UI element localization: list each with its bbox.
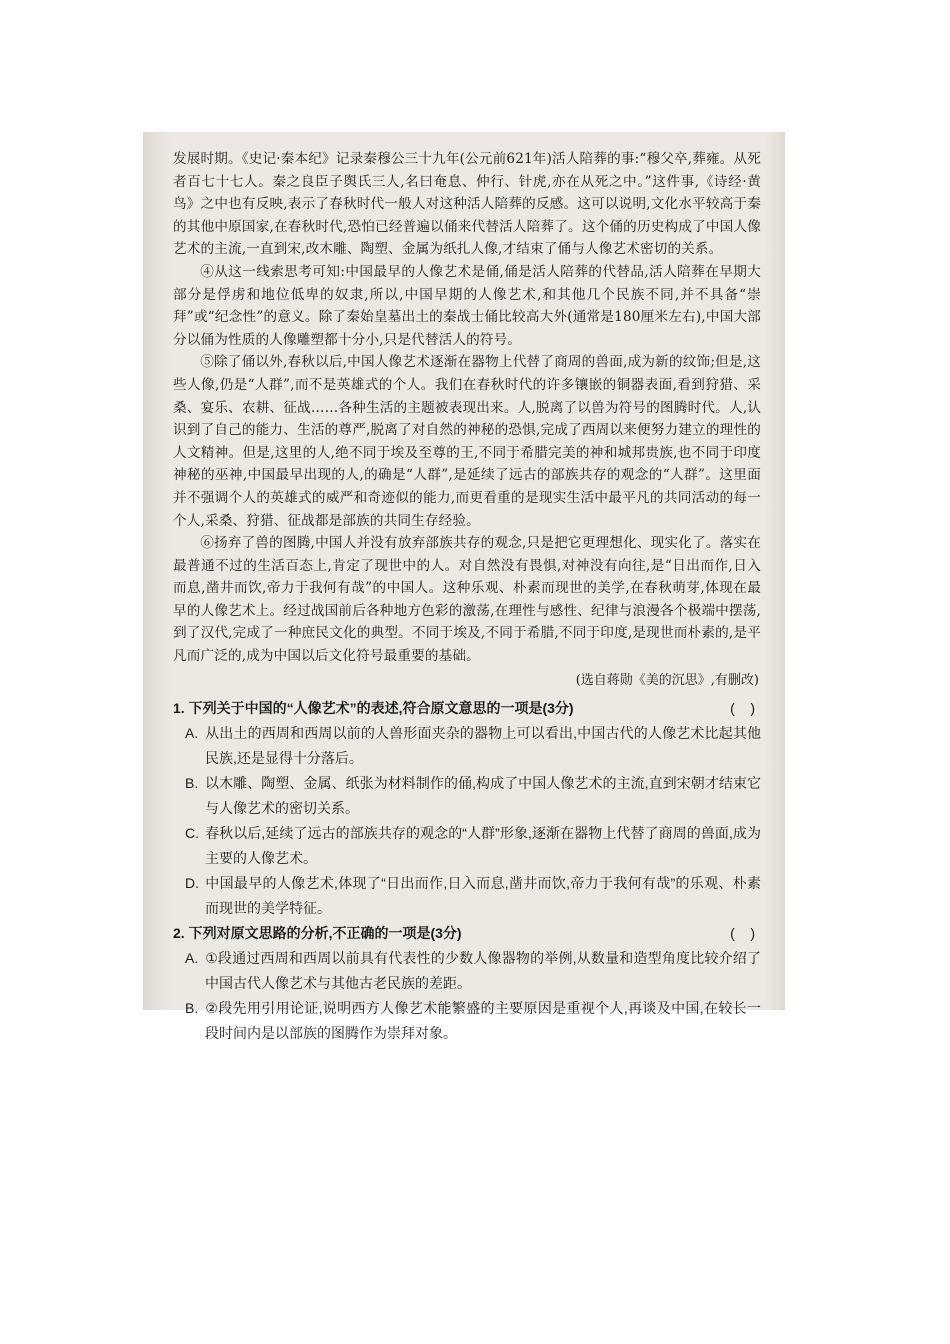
scanned-exam-page [143,132,785,1041]
passage-paragraph-4: ④从这一线索思考可知:中国最早的人像艺术是俑,俑是活人陪葬的代替品,活人陪葬在早期大部分是俘虏和地位低卑的奴隶,所以,中国早期的人像艺术,和其他几个民族不同,并不具备“崇拜”或“纪念性”的意义。除了秦始皇墓出土的秦战士俑比较高大外(通常是180厘米左右),中国大部分以俑为性质的人像雕塑都十分小,只是代替活人的符号。 [173,263,761,348]
passage-source: (选自蒋勋《美的沉思》,有删改) [575,672,759,688]
option-letter: B. [185,999,199,1016]
question-1 [173,696,761,921]
option-text: 春秋以后,延续了远古的部族共存的观念的“人群”形象,逐渐在器物上代替了商周的兽面,成为主要的人像艺术。 [205,824,761,866]
option-letter: A. [185,724,199,741]
passage-paragraph-continuation: 发展时期。《史记·秦本纪》记录秦穆公三十九年(公元前621年)活人陪葬的事:“穆父卒,葬雍。从死者百七十七人。秦之良臣子舆氏三人,名曰奄息、仲行、针虎,亦在从死之中。”这件事,《诗经·黄鸟》之中也有反映,表示了春秋时代一般人对这种活人陪葬的反感。这可以说明,文化水平较高于秦的其他中原国家,在春秋时代,恐怕已经普遍以俑来代替活人陪葬了。这个俑的历史构成了中国人像艺术的主流,一直到宋,改木雕、陶塑、金属为纸扎人像,才结束了俑与人像艺术密切的关系。 [173,151,761,258]
scan-shadow-right [765,132,785,1010]
option-text: ①段通过西周和西周以前具有代表性的少数人像器物的举例,从数量和造型角度比较介绍了中国古代人像艺术与其他古老民族的差距。 [205,949,761,991]
question-1-answer-bracket: ( ) [730,699,755,716]
question-1-option-c [173,821,761,871]
option-text: 从出土的西周和西周以前的人兽形面夹杂的器物上可以看出,中国古代的人像艺术比起其他民族,还是显得十分落后。 [205,724,761,766]
page-content [173,148,761,1046]
question-1-text: 1. 下列关于中国的“人像艺术”的表述,符合原文意思的一项是(3分) [173,699,574,716]
scan-shadow-left [143,132,171,1010]
question-1-option-a [173,721,761,771]
passage-paragraph-6: ⑥扬弃了兽的图腾,中国人并没有放弃部族共存的观念,只是把它更理想化、现实化了。落实在最普通不过的生活百态上,肯定了现世中的人。对自然没有畏惧,对神没有向往,是“日出而作,日入而息,凿井而饮,帝力于我何有哉”的中国人。这种乐观、朴素而现世的美学,在春秋萌芽,体现在最早的人像艺术上。经过战国前后各种地方色彩的激荡,在理性与感性、纪律与浪漫各个极端中摆荡,到了汉代,完成了一种庶民文化的典型。不同于埃及,不同于希腊,不同于印度,是现世而朴素的,是平凡而广泛的,成为中国以后文化符号最重要的基础。 [173,535,761,665]
question-2-option-b [173,996,761,1046]
option-letter: D. [185,874,199,891]
option-text: 以木雕、陶塑、金属、纸张为材料制作的俑,构成了中国人像艺术的主流,直到宋朝才结束它与人像艺术的密切关系。 [205,774,761,816]
option-letter: C. [185,824,199,841]
question-2-stem [173,921,761,946]
question-2-option-a [173,946,761,996]
option-text: ②段先用引用论证,说明西方人像艺术能繁盛的主要原因是重视个人,再谈及中国,在较长一段时间内是以部族的图腾作为崇拜对象。 [205,999,761,1041]
option-letter: A. [185,949,199,966]
passage-paragraph-5: ⑤除了俑以外,春秋以后,中国人像艺术逐渐在器物上代替了商周的兽面,成为新的纹饰;但是,这些人像,仍是“人群”,而不是英雄式的个人。我们在春秋时代的许多镶嵌的铜器表面,看到狩猎、采桑、宴乐、农耕、征战……各种生活的主题被表现出来。人,脱离了以兽为符号的图腾时代。人,认识到了自己的能力、生活的尊严,脱离了对自然的神秘的恐惧,完成了西周以来便努力建立的理性的人文精神。但是,这里的人,绝不同于埃及至尊的王,不同于希腊完美的神和城邦贵族,也不同于印度神秘的巫神,中国最早出现的人,的确是“人群”,是延续了远古的部族共存的观念的“人群”。这里面并不强调个人的英雄式的威严和奇迹似的能力,而更看重的是现实生活中最平凡的共同活动的每一个人,采桑、狩猎、征战都是部族的共同生存经验。 [173,354,761,529]
question-1-option-b [173,771,761,821]
option-text: 中国最早的人像艺术,体现了“日出而作,日入而息,凿井而饮,帝力于我何有哉”的乐观、朴素而现世的美学特征。 [205,874,761,916]
option-letter: B. [185,774,199,791]
question-1-option-d [173,871,761,921]
question-1-stem [173,696,761,721]
question-2 [173,921,761,1046]
question-2-text: 2. 下列对原文思路的分析,不正确的一项是(3分) [173,924,462,941]
question-2-answer-bracket: ( ) [730,924,755,941]
